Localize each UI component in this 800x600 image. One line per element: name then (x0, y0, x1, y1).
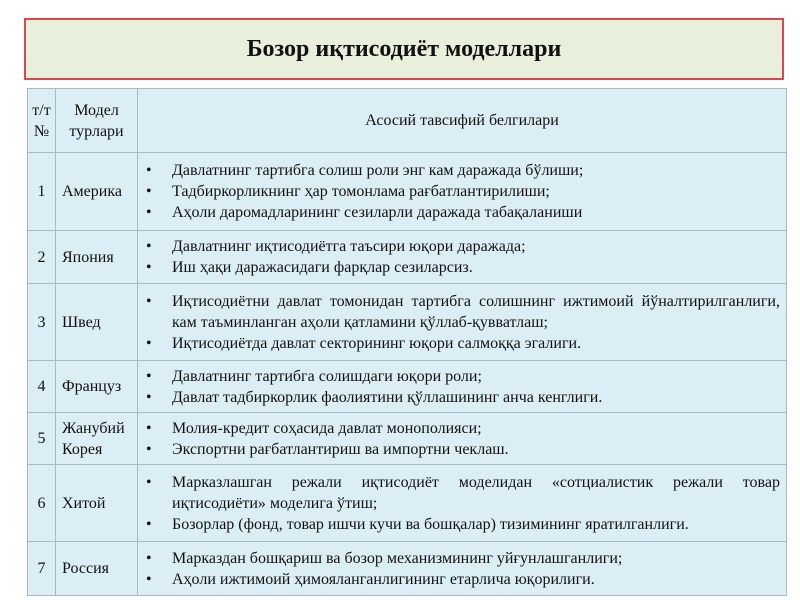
feature-text: Иқтисодиётни давлат томонидан тартибга солишнинг ижтимоий йўналтирилганлиги, кам таъминланган аҳоли қатламини қўллаб-қувватлаш; (172, 292, 780, 331)
list-item (146, 181, 780, 202)
table-row (28, 231, 787, 284)
bullet-icon: • (146, 204, 152, 221)
list-item (146, 418, 780, 439)
list-item (146, 548, 780, 569)
bullet-icon: • (146, 162, 152, 179)
table-row (28, 542, 787, 596)
header-features: Асосий тавсифий белгилари (138, 89, 787, 153)
feature-list (146, 236, 780, 278)
feature-list (146, 291, 780, 354)
list-item (146, 202, 780, 223)
table-row (28, 284, 787, 361)
bullet-icon: • (146, 292, 152, 310)
feature-text: Аҳоли даромадларининг сезиларли даражада табақаланиши (172, 204, 583, 221)
title-banner (24, 18, 784, 80)
table-row (28, 465, 787, 542)
bullet-icon: • (146, 388, 152, 406)
list-item (146, 257, 780, 278)
feature-text: Иш ҳақи даражасидаги фарқлар сезиларсиз. (172, 259, 473, 276)
model-features (138, 231, 787, 284)
list-item (146, 291, 780, 333)
feature-text: Марказлашган режали иқтисодиёт моделидан «сотциалистик режали товар иқтисодиёти» моделига ўтиш; (172, 473, 780, 512)
model-features (138, 465, 787, 542)
list-item (146, 439, 780, 460)
feature-text: Экспортни рағбатлантириш ва импортни чеклаш. (172, 440, 509, 458)
feature-text: Бозорлар (фонд, товар ишчи кучи ва бошқалар) тизимининг яратилганлиги. (172, 515, 689, 533)
bullet-icon: • (146, 259, 152, 276)
model-name: Хитой (56, 465, 138, 542)
list-item (146, 569, 780, 590)
model-name: Япония (56, 231, 138, 284)
bullet-icon: • (146, 515, 152, 533)
bullet-icon: • (146, 473, 152, 491)
feature-text: Молия-кредит соҳасида давлат монополияси; (172, 419, 482, 437)
feature-list (146, 366, 780, 408)
table-row (28, 413, 787, 465)
model-features (138, 284, 787, 361)
model-name: Россия (56, 542, 138, 596)
feature-text: Марказдан бошқариш ва бозор механизмининг уйғунлашганлиги; (172, 549, 623, 567)
model-features (138, 413, 787, 465)
model-features (138, 153, 787, 231)
model-name: Француз (56, 361, 138, 413)
feature-text: Давлатнинг иқтисодиётга таъсири юқори даражада; (172, 238, 526, 255)
feature-list (146, 160, 780, 223)
models-table (27, 88, 787, 596)
page-title: Бозор иқтисодиёт моделлари (246, 35, 562, 62)
row-number: 6 (28, 465, 56, 542)
row-number: 7 (28, 542, 56, 596)
row-number: 1 (28, 153, 56, 231)
bullet-icon: • (146, 570, 152, 588)
feature-text: Тадбиркорликнинг ҳар томонлама рағбатлантирилиши; (172, 183, 550, 200)
list-item (146, 387, 780, 408)
list-item (146, 236, 780, 257)
table-row (28, 361, 787, 413)
feature-text: Давлатнинг тартибга солиш роли энг кам даражада бўлиши; (172, 162, 584, 179)
row-number: 3 (28, 284, 56, 361)
header-model: Модел турлари (56, 89, 138, 153)
header-number: т/т № (28, 89, 56, 153)
row-number: 5 (28, 413, 56, 465)
model-name: Жанубий Корея (56, 413, 138, 465)
bullet-icon: • (146, 334, 152, 352)
list-item (146, 514, 780, 535)
feature-text: Аҳоли ижтимоий ҳимояланганлигининг етарлича юқорилиги. (172, 570, 595, 588)
model-name: Швед (56, 284, 138, 361)
feature-text: Давлатнинг тартибга солишдаги юқори роли; (172, 367, 482, 385)
bullet-icon: • (146, 367, 152, 385)
list-item (146, 333, 780, 354)
model-features (138, 361, 787, 413)
feature-text: Давлат тадбиркорлик фаолиятини қўллашининг анча кенглиги. (172, 388, 603, 406)
bullet-icon: • (146, 549, 152, 567)
bullet-icon: • (146, 183, 152, 200)
bullet-icon: • (146, 440, 152, 458)
table-header-row (28, 89, 787, 153)
list-item (146, 366, 780, 387)
row-number: 4 (28, 361, 56, 413)
list-item (146, 160, 780, 181)
list-item (146, 472, 780, 514)
row-number: 2 (28, 231, 56, 284)
feature-list (146, 418, 780, 460)
feature-list (146, 472, 780, 535)
table-row (28, 153, 787, 231)
bullet-icon: • (146, 238, 152, 255)
feature-text: Иқтисодиётда давлат секторининг юқори салмоққа эгалиги. (172, 334, 582, 352)
feature-list (146, 548, 780, 590)
model-name: Америка (56, 153, 138, 231)
bullet-icon: • (146, 419, 152, 437)
model-features (138, 542, 787, 596)
